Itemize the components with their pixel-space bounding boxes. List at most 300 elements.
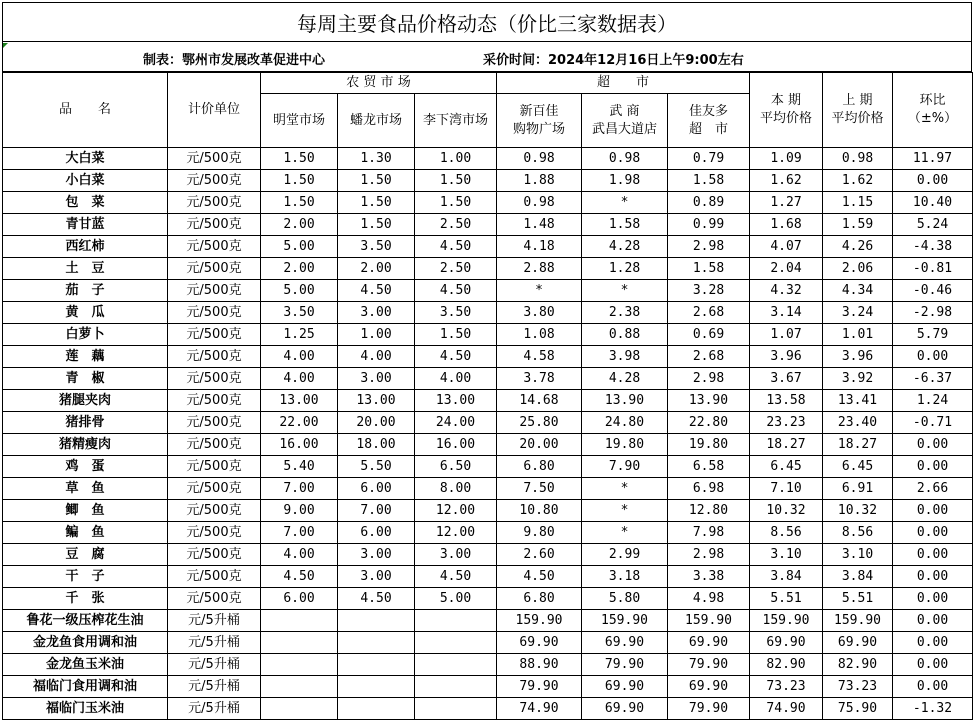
previous-avg-cell: 1.15 (823, 192, 893, 214)
item-name-cell: 千 张 (3, 588, 168, 610)
xinbaijia-price-cell: 2.88 (497, 258, 582, 280)
previous-avg-cell: 1.59 (823, 214, 893, 236)
change-pct-cell: 0.00 (893, 632, 973, 654)
wushang-price-cell: * (582, 500, 668, 522)
panlong-price-cell: 13.00 (338, 390, 415, 412)
previous-avg-cell: 73.23 (823, 676, 893, 698)
table-row (3, 412, 973, 434)
mingtang-price-cell: 5.00 (261, 280, 338, 302)
previous-avg-cell: 4.34 (823, 280, 893, 302)
xinbaijia-price-cell: 0.98 (497, 148, 582, 170)
header-market-mingtang: 明堂市场 (261, 94, 338, 148)
table-row (3, 698, 973, 720)
unit-cell: 元/500克 (168, 280, 261, 302)
previous-avg-cell: 10.32 (823, 500, 893, 522)
xinbaijia-price-cell: 10.80 (497, 500, 582, 522)
lixiawan-price-cell: 8.00 (415, 478, 497, 500)
header-super3-line1: 佳友多 (688, 103, 728, 119)
unit-cell: 元/500克 (168, 522, 261, 544)
table-row (3, 610, 973, 632)
maker-label: 制表：鄂州市发展改革促进中心 (143, 53, 326, 68)
lixiawan-price-cell: 1.50 (415, 324, 497, 346)
previous-avg-cell: 2.06 (823, 258, 893, 280)
change-pct-cell: -6.37 (893, 368, 973, 390)
jiayouduo-price-cell: 22.80 (668, 412, 750, 434)
mingtang-price-cell: 2.00 (261, 214, 338, 236)
current-avg-cell: 4.32 (750, 280, 823, 302)
jiayouduo-price-cell: 2.68 (668, 346, 750, 368)
jiayouduo-price-cell: 6.58 (668, 456, 750, 478)
change-pct-cell: 10.40 (893, 192, 973, 214)
mingtang-price-cell: 5.40 (261, 456, 338, 478)
unit-cell: 元/5升桶 (168, 698, 261, 720)
jiayouduo-price-cell: 1.58 (668, 170, 750, 192)
table-row (3, 478, 973, 500)
mingtang-price-cell (261, 698, 338, 720)
previous-avg-cell: 5.51 (823, 588, 893, 610)
mingtang-price-cell: 22.00 (261, 412, 338, 434)
lixiawan-price-cell (415, 632, 497, 654)
table-row (3, 258, 973, 280)
wushang-price-cell: 7.90 (582, 456, 668, 478)
unit-cell: 元/5升桶 (168, 632, 261, 654)
item-name-cell: 金龙鱼玉米油 (3, 654, 168, 676)
change-pct-cell: -0.46 (893, 280, 973, 302)
jiayouduo-price-cell: 13.90 (668, 390, 750, 412)
sheet-title (2, 2, 972, 42)
table-row (3, 170, 973, 192)
change-pct-cell: 0.00 (893, 456, 973, 478)
panlong-price-cell: 3.00 (338, 368, 415, 390)
panlong-price-cell (338, 654, 415, 676)
current-avg-cell: 3.67 (750, 368, 823, 390)
header-super2-line1: 武 商 (609, 103, 640, 119)
table-row (3, 522, 973, 544)
jiayouduo-price-cell: 3.28 (668, 280, 750, 302)
item-name-cell: 鸡 蛋 (3, 456, 168, 478)
lixiawan-price-cell: 4.50 (415, 280, 497, 302)
current-avg-cell: 3.10 (750, 544, 823, 566)
xinbaijia-price-cell: 14.68 (497, 390, 582, 412)
change-pct-cell: -2.98 (893, 302, 973, 324)
previous-avg-cell: 23.40 (823, 412, 893, 434)
table-row (3, 192, 973, 214)
item-name-cell: 青 椒 (3, 368, 168, 390)
current-avg-cell: 5.51 (750, 588, 823, 610)
previous-avg-cell: 82.90 (823, 654, 893, 676)
header-super-xinbaijia (497, 94, 582, 148)
lixiawan-price-cell: 6.50 (415, 456, 497, 478)
item-name-cell: 猪精瘦肉 (3, 434, 168, 456)
current-avg-cell: 10.32 (750, 500, 823, 522)
panlong-price-cell (338, 698, 415, 720)
panlong-price-cell: 4.00 (338, 346, 415, 368)
panlong-price-cell: 1.50 (338, 192, 415, 214)
table-row (3, 566, 973, 588)
item-name-cell: 土 豆 (3, 258, 168, 280)
current-avg-cell: 69.90 (750, 632, 823, 654)
change-pct-cell: 1.24 (893, 390, 973, 412)
mingtang-price-cell: 3.50 (261, 302, 338, 324)
xinbaijia-price-cell: 1.08 (497, 324, 582, 346)
xinbaijia-price-cell: 0.98 (497, 192, 582, 214)
jiayouduo-price-cell: 0.89 (668, 192, 750, 214)
lixiawan-price-cell: 5.00 (415, 588, 497, 610)
table-row (3, 236, 973, 258)
unit-cell: 元/500克 (168, 390, 261, 412)
unit-cell: 元/500克 (168, 368, 261, 390)
unit-cell: 元/5升桶 (168, 654, 261, 676)
xinbaijia-price-cell: 69.90 (497, 632, 582, 654)
header-super2-line2: 武昌大道店 (591, 121, 657, 137)
item-name-cell: 福临门玉米油 (3, 698, 168, 720)
current-avg-cell: 8.56 (750, 522, 823, 544)
table-row (3, 390, 973, 412)
unit-cell: 元/500克 (168, 192, 261, 214)
mingtang-price-cell: 6.00 (261, 588, 338, 610)
header-current-avg (750, 73, 823, 148)
lixiawan-price-cell: 16.00 (415, 434, 497, 456)
previous-avg-cell: 4.26 (823, 236, 893, 258)
table-row (3, 676, 973, 698)
xinbaijia-price-cell: 2.60 (497, 544, 582, 566)
wushang-price-cell: 2.99 (582, 544, 668, 566)
previous-avg-cell: 75.90 (823, 698, 893, 720)
table-row (3, 280, 973, 302)
lixiawan-price-cell: 1.50 (415, 170, 497, 192)
wushang-price-cell: 69.90 (582, 676, 668, 698)
current-avg-cell: 1.62 (750, 170, 823, 192)
panlong-price-cell: 3.00 (338, 544, 415, 566)
panlong-price-cell: 5.50 (338, 456, 415, 478)
wushang-price-cell: 1.58 (582, 214, 668, 236)
wushang-price-cell: 79.90 (582, 654, 668, 676)
header-previous-line1: 上 期 (842, 93, 873, 108)
table-row (3, 148, 973, 170)
previous-avg-cell: 6.91 (823, 478, 893, 500)
panlong-price-cell: 6.00 (338, 478, 415, 500)
header-change (893, 73, 973, 148)
jiayouduo-price-cell: 79.90 (668, 698, 750, 720)
header-change-line1: 环比 (919, 93, 946, 108)
wushang-price-cell: 69.90 (582, 698, 668, 720)
current-avg-cell: 1.07 (750, 324, 823, 346)
previous-avg-cell: 3.24 (823, 302, 893, 324)
wushang-price-cell: 13.90 (582, 390, 668, 412)
item-name-cell: 莲 藕 (3, 346, 168, 368)
table-row (3, 324, 973, 346)
lixiawan-price-cell (415, 610, 497, 632)
item-name-cell: 鲁花一级压榨花生油 (3, 610, 168, 632)
change-pct-cell: 0.00 (893, 566, 973, 588)
jiayouduo-price-cell: 4.98 (668, 588, 750, 610)
wushang-price-cell: 3.18 (582, 566, 668, 588)
lixiawan-price-cell: 3.00 (415, 544, 497, 566)
xinbaijia-price-cell: 6.80 (497, 588, 582, 610)
item-name-cell: 黄 瓜 (3, 302, 168, 324)
item-name-cell: 大白菜 (3, 148, 168, 170)
xinbaijia-price-cell: 25.80 (497, 412, 582, 434)
unit-cell: 元/500克 (168, 412, 261, 434)
mingtang-price-cell: 16.00 (261, 434, 338, 456)
mingtang-price-cell: 7.00 (261, 478, 338, 500)
panlong-price-cell: 7.00 (338, 500, 415, 522)
panlong-price-cell: 1.50 (338, 214, 415, 236)
lixiawan-price-cell: 12.00 (415, 500, 497, 522)
wushang-price-cell: 24.80 (582, 412, 668, 434)
header-previous-avg (823, 73, 893, 148)
wushang-price-cell: 5.80 (582, 588, 668, 610)
item-name-cell: 鳊 鱼 (3, 522, 168, 544)
xinbaijia-price-cell: 1.48 (497, 214, 582, 236)
lixiawan-price-cell: 13.00 (415, 390, 497, 412)
header-previous-line2: 平均价格 (831, 111, 884, 126)
xinbaijia-price-cell: 7.50 (497, 478, 582, 500)
wushang-price-cell: 3.98 (582, 346, 668, 368)
mingtang-price-cell: 1.25 (261, 324, 338, 346)
panlong-price-cell: 6.00 (338, 522, 415, 544)
jiayouduo-price-cell: 7.98 (668, 522, 750, 544)
header-unit: 计价单位 (168, 73, 261, 148)
previous-avg-cell: 69.90 (823, 632, 893, 654)
wushang-price-cell: * (582, 192, 668, 214)
jiayouduo-price-cell: 159.90 (668, 610, 750, 632)
change-pct-cell: 5.24 (893, 214, 973, 236)
header-super1-line1: 新百佳 (519, 103, 559, 119)
header-market-panlong: 蟠龙市场 (338, 94, 415, 148)
header-current-line2: 平均价格 (759, 111, 812, 126)
previous-avg-cell: 6.45 (823, 456, 893, 478)
item-name-cell: 青甘蓝 (3, 214, 168, 236)
panlong-price-cell: 20.00 (338, 412, 415, 434)
change-pct-cell: 0.00 (893, 170, 973, 192)
change-pct-cell: 5.79 (893, 324, 973, 346)
mingtang-price-cell: 7.00 (261, 522, 338, 544)
table-row (3, 302, 973, 324)
previous-avg-cell: 1.01 (823, 324, 893, 346)
wushang-price-cell: * (582, 280, 668, 302)
header-super1-line2: 购物广场 (512, 121, 565, 137)
panlong-price-cell: 4.50 (338, 588, 415, 610)
unit-cell: 元/500克 (168, 148, 261, 170)
header-super-wushang (582, 94, 668, 148)
current-avg-cell: 3.14 (750, 302, 823, 324)
jiayouduo-price-cell: 2.68 (668, 302, 750, 324)
change-pct-cell: 0.00 (893, 522, 973, 544)
table-row (3, 500, 973, 522)
mingtang-price-cell (261, 676, 338, 698)
lixiawan-price-cell: 4.50 (415, 566, 497, 588)
jiayouduo-price-cell: 2.98 (668, 544, 750, 566)
jiayouduo-price-cell: 1.58 (668, 258, 750, 280)
current-avg-cell: 73.23 (750, 676, 823, 698)
mingtang-price-cell: 5.00 (261, 236, 338, 258)
xinbaijia-price-cell: 88.90 (497, 654, 582, 676)
xinbaijia-price-cell: 159.90 (497, 610, 582, 632)
mingtang-price-cell: 2.00 (261, 258, 338, 280)
lixiawan-price-cell: 1.00 (415, 148, 497, 170)
jiayouduo-price-cell: 2.98 (668, 368, 750, 390)
unit-cell: 元/500克 (168, 544, 261, 566)
mingtang-price-cell (261, 632, 338, 654)
jiayouduo-price-cell: 19.80 (668, 434, 750, 456)
header-name: 品 名 (3, 73, 168, 148)
header-super3-line2: 超 市 (688, 121, 728, 137)
jiayouduo-price-cell: 0.69 (668, 324, 750, 346)
change-pct-cell: 0.00 (893, 544, 973, 566)
unit-cell: 元/500克 (168, 478, 261, 500)
mingtang-price-cell (261, 654, 338, 676)
current-avg-cell: 7.10 (750, 478, 823, 500)
meta-row (2, 42, 972, 72)
panlong-price-cell: 4.50 (338, 280, 415, 302)
xinbaijia-price-cell: 79.90 (497, 676, 582, 698)
current-avg-cell: 3.96 (750, 346, 823, 368)
panlong-price-cell: 2.00 (338, 258, 415, 280)
lixiawan-price-cell: 1.50 (415, 192, 497, 214)
current-avg-cell: 82.90 (750, 654, 823, 676)
wushang-price-cell: * (582, 522, 668, 544)
current-avg-cell: 6.45 (750, 456, 823, 478)
table-row (3, 456, 973, 478)
lixiawan-price-cell: 24.00 (415, 412, 497, 434)
header-farm-markets: 农 贸 市 场 (261, 73, 497, 94)
xinbaijia-price-cell: * (497, 280, 582, 302)
mingtang-price-cell: 4.00 (261, 544, 338, 566)
lixiawan-price-cell (415, 676, 497, 698)
mingtang-price-cell: 1.50 (261, 170, 338, 192)
change-pct-cell: -0.71 (893, 412, 973, 434)
table-row (3, 588, 973, 610)
current-avg-cell: 13.58 (750, 390, 823, 412)
wushang-price-cell: 0.98 (582, 148, 668, 170)
lixiawan-price-cell: 3.50 (415, 302, 497, 324)
table-body (3, 148, 973, 720)
current-avg-cell: 74.90 (750, 698, 823, 720)
panlong-price-cell: 1.00 (338, 324, 415, 346)
unit-cell: 元/500克 (168, 302, 261, 324)
table-row (3, 632, 973, 654)
panlong-price-cell (338, 610, 415, 632)
item-name-cell: 干 子 (3, 566, 168, 588)
header-current-line1: 本 期 (770, 93, 802, 108)
previous-avg-cell: 3.84 (823, 566, 893, 588)
change-pct-cell: 0.00 (893, 610, 973, 632)
jiayouduo-price-cell: 69.90 (668, 676, 750, 698)
wushang-price-cell: 2.38 (582, 302, 668, 324)
jiayouduo-price-cell: 0.99 (668, 214, 750, 236)
current-avg-cell: 159.90 (750, 610, 823, 632)
panlong-price-cell: 3.00 (338, 566, 415, 588)
panlong-price-cell: 3.50 (338, 236, 415, 258)
unit-cell: 元/500克 (168, 588, 261, 610)
xinbaijia-price-cell: 20.00 (497, 434, 582, 456)
panlong-price-cell: 1.30 (338, 148, 415, 170)
xinbaijia-price-cell: 4.58 (497, 346, 582, 368)
previous-avg-cell: 1.62 (823, 170, 893, 192)
unit-cell: 元/500克 (168, 434, 261, 456)
header-super-jiayouduo (668, 94, 750, 148)
mingtang-price-cell: 1.50 (261, 192, 338, 214)
wushang-price-cell: 19.80 (582, 434, 668, 456)
item-name-cell: 包 菜 (3, 192, 168, 214)
jiayouduo-price-cell: 3.38 (668, 566, 750, 588)
item-name-cell: 豆 腐 (3, 544, 168, 566)
current-avg-cell: 18.27 (750, 434, 823, 456)
xinbaijia-price-cell: 4.18 (497, 236, 582, 258)
mingtang-price-cell: 9.00 (261, 500, 338, 522)
price-sheet (2, 2, 974, 716)
wushang-price-cell: 4.28 (582, 236, 668, 258)
item-name-cell: 草 鱼 (3, 478, 168, 500)
panlong-price-cell (338, 632, 415, 654)
wushang-price-cell: 159.90 (582, 610, 668, 632)
unit-cell: 元/500克 (168, 170, 261, 192)
mingtang-price-cell (261, 610, 338, 632)
title-text: 每周主要食品价格动态（价比三家数据表） (297, 11, 677, 36)
change-pct-cell: 0.00 (893, 434, 973, 456)
change-pct-cell: 2.66 (893, 478, 973, 500)
mingtang-price-cell: 4.50 (261, 566, 338, 588)
change-pct-cell: -1.32 (893, 698, 973, 720)
item-name-cell: 猪排骨 (3, 412, 168, 434)
wushang-price-cell: 1.98 (582, 170, 668, 192)
mingtang-price-cell: 13.00 (261, 390, 338, 412)
xinbaijia-price-cell: 3.80 (497, 302, 582, 324)
change-pct-cell: 0.00 (893, 500, 973, 522)
jiayouduo-price-cell: 69.90 (668, 632, 750, 654)
header-supermarkets: 超 市 (497, 73, 750, 94)
lixiawan-price-cell: 4.50 (415, 236, 497, 258)
unit-cell: 元/500克 (168, 346, 261, 368)
item-name-cell: 福临门食用调和油 (3, 676, 168, 698)
lixiawan-price-cell: 2.50 (415, 214, 497, 236)
change-pct-cell: 0.00 (893, 588, 973, 610)
change-pct-cell: 11.97 (893, 148, 973, 170)
unit-cell: 元/500克 (168, 236, 261, 258)
wushang-price-cell: 0.88 (582, 324, 668, 346)
xinbaijia-price-cell: 6.80 (497, 456, 582, 478)
previous-avg-cell: 0.98 (823, 148, 893, 170)
mingtang-price-cell: 4.00 (261, 368, 338, 390)
header-change-line2: （±%） (907, 111, 958, 126)
unit-cell: 元/5升桶 (168, 610, 261, 632)
item-name-cell: 金龙鱼食用调和油 (3, 632, 168, 654)
item-name-cell: 小白菜 (3, 170, 168, 192)
change-pct-cell: 0.00 (893, 676, 973, 698)
unit-cell: 元/500克 (168, 214, 261, 236)
table-row (3, 346, 973, 368)
lixiawan-price-cell: 2.50 (415, 258, 497, 280)
panlong-price-cell: 1.50 (338, 170, 415, 192)
change-pct-cell: -0.81 (893, 258, 973, 280)
panlong-price-cell: 18.00 (338, 434, 415, 456)
header-market-lixiawan: 李下湾市场 (415, 94, 497, 148)
table-row (3, 368, 973, 390)
change-pct-cell: 0.00 (893, 654, 973, 676)
item-name-cell: 猪腿夹肉 (3, 390, 168, 412)
lixiawan-price-cell (415, 654, 497, 676)
change-pct-cell: -4.38 (893, 236, 973, 258)
previous-avg-cell: 3.92 (823, 368, 893, 390)
previous-avg-cell: 8.56 (823, 522, 893, 544)
item-name-cell: 鲫 鱼 (3, 500, 168, 522)
current-avg-cell: 23.23 (750, 412, 823, 434)
current-avg-cell: 3.84 (750, 566, 823, 588)
jiayouduo-price-cell: 79.90 (668, 654, 750, 676)
xinbaijia-price-cell: 74.90 (497, 698, 582, 720)
unit-cell: 元/5升桶 (168, 676, 261, 698)
